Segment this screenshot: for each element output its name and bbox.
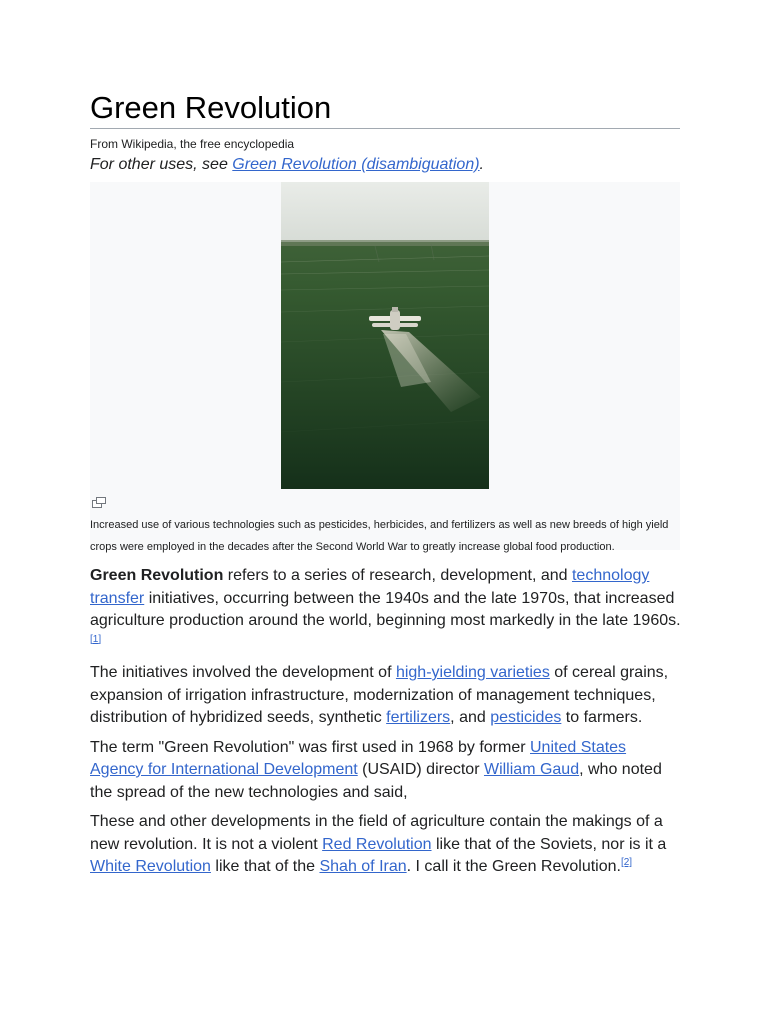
text-span: , who noted the spread of the new technologies and said, [90,761,662,801]
lead-figure [90,182,680,553]
text-span: The term "Green Revolution" was first used in 1968 by former [90,738,530,756]
text-span: (USAID) director [357,761,484,778]
paragraph-term [90,737,682,805]
hatnote-suffix: . [479,156,484,173]
pesticides-link[interactable]: pesticides [490,709,562,726]
text-span: The initiatives involved the development of [90,664,396,681]
text-span: to farmers. [561,709,643,726]
enlarge-icon[interactable] [92,497,106,508]
text-span: These and other developments in the field of agriculture contain the makings of a new revolution. It is not a violent [90,813,663,853]
reference-1[interactable] [90,634,101,645]
text-span: like that of the [210,858,320,875]
paragraph-intro [90,565,682,655]
paragraph-initiatives [90,662,682,730]
technology-transfer-link[interactable]: technology transfer [90,567,650,607]
hatnote-prefix: For other uses, see [90,156,233,173]
fertilizers-link[interactable]: fertilizers [386,709,451,726]
figure-caption: Increased use of various technologies such as pesticides, herbicides, and fertilizers as well as new breeds of high yield crops were employed in the decades after the Second World War to greatly increase global food production. [90,519,669,553]
site-subtitle: From Wikipedia, the free encyclopedia [90,137,295,151]
paragraph-quote [90,811,682,879]
page-title: Green Revolution [90,90,680,129]
white-revolution-link[interactable]: White Revolution [90,858,211,875]
reference-2[interactable] [621,857,632,868]
high-yielding-varieties-link[interactable]: high-yielding varieties [395,664,550,681]
shah-of-iran-link[interactable]: Shah of Iran [319,858,407,875]
bold-term: Green Revolution [90,567,224,584]
red-revolution-link[interactable]: Red Revolution [322,835,432,853]
text-span: initiatives, occurring between the 1940s and the late 1970s, that increased agriculture production around the world, beginning most markedly in the late 1960s. [90,589,681,629]
william-gaud-link[interactable]: William Gaud [483,761,580,778]
text-span: , and [450,709,491,726]
crop-duster-photo[interactable] [281,182,489,489]
reference-1-link[interactable]: [1] [90,633,102,645]
hatnote [90,155,484,175]
text-span: . I call it the Green Revolution. [406,858,621,875]
text-span: of cereal grains, expansion of irrigation infrastructure, modernization of management techniques, distribution of hybridized seeds, synthetic [90,664,669,726]
article-body [90,565,682,886]
text-span: refers to a series of research, development, and [223,567,572,584]
usaid-link[interactable]: United States Agency for International Development [90,738,627,778]
disambiguation-link[interactable]: Green Revolution (disambiguation) [232,156,480,173]
reference-2-link[interactable]: [2] [620,857,633,868]
text-span: like that of the Soviets, nor is it a [431,835,667,853]
